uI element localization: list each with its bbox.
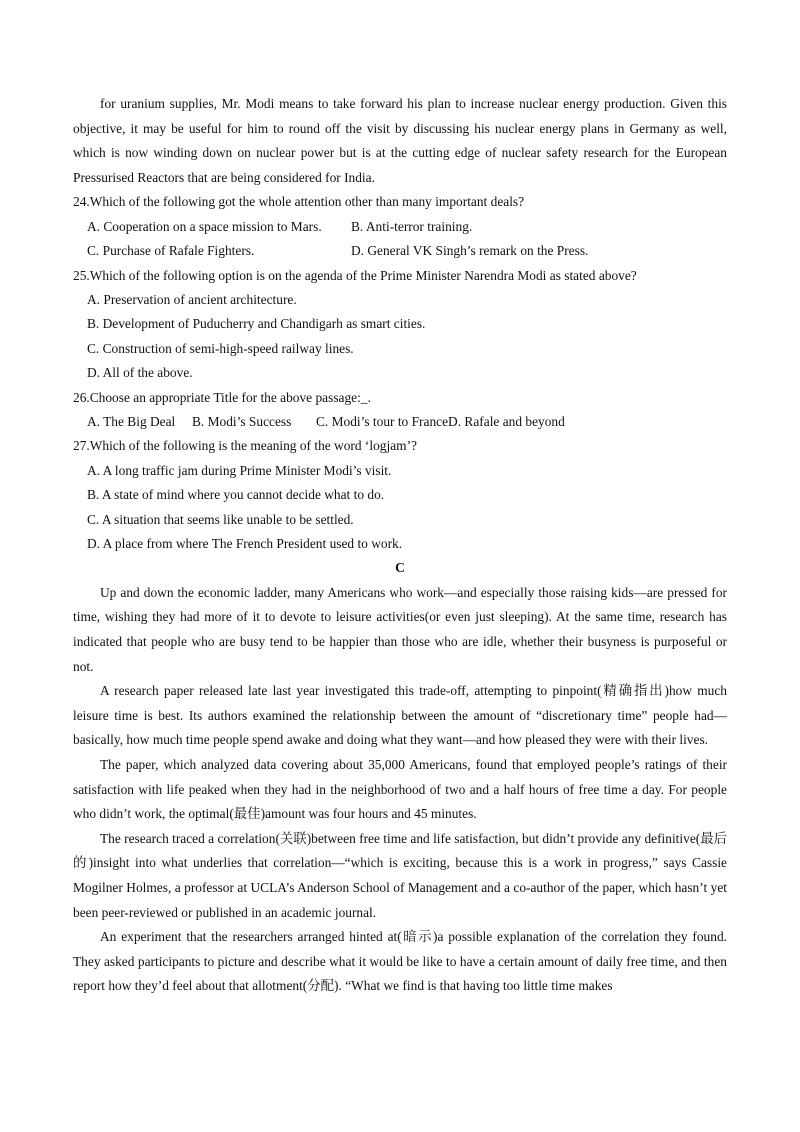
option-b: B. A state of mind where you cannot decide what to do.	[87, 487, 385, 503]
question-24	[73, 190, 727, 263]
question-stem: 27.Which of the following is the meaning of the word ‘logjam’?	[73, 438, 417, 454]
option-a: A. The Big Deal	[87, 414, 176, 430]
option-b: B. Development of Puducherry and Chandigarh as smart cities.	[87, 316, 426, 332]
passage-c-paragraph-3: The paper, which analyzed data covering about 35,000 Americans, found that employed people’s ratings of their satisfaction with life peaked when they had in the neighborhood of two and a half hours of free time a day. For people who didn’t work, the optimal(最佳)amount was four hours and 45 minutes.	[73, 757, 727, 822]
option-row	[73, 239, 727, 263]
option-c: C. Construction of semi-high-speed railway lines.	[87, 340, 354, 356]
passage-c-paragraph-1: Up and down the economic ladder, many Americans who work—and especially those raising kids—are pressed for time, wishing they had more of it to devote to leisure activities(or even just sleeping). At the same time, research has indicated that people who are busy tend to be happier than those who are idle, whether their busyness is purposeful or not.	[73, 584, 727, 674]
option-d: D. Rafale and beyond	[448, 414, 565, 430]
option-a: A. A long traffic jam during Prime Minister Modi’s visit.	[87, 462, 392, 478]
option-a: A. Preservation of ancient architecture.	[87, 292, 297, 307]
option-row	[73, 215, 727, 239]
document-page	[73, 92, 727, 999]
option-b: B. Anti-terror training.	[351, 218, 473, 234]
question-stem: 26.Choose an appropriate Title for the above passage:_.	[73, 389, 371, 405]
option-d: D. General VK Singh’s remark on the Press.	[351, 243, 589, 259]
passage-c-paragraph-5: An experiment that the researchers arranged hinted at(暗示)a possible explanation of the correlation they found. They asked participants to picture and describe what it would be like to have a certain amount of daily free time, and then report how they’d feel about that allotment(分配). “What we find is that having too little time makes	[73, 929, 727, 994]
question-stem: 24.Which of the following got the whole attention other than many important deals?	[73, 194, 525, 210]
question-26	[73, 386, 727, 435]
passage-b-continuation: for uranium supplies, Mr. Modi means to take forward his plan to increase nuclear energy production. Given this objective, it may be useful for him to round off the visit by discussing his nuclear energy plans in Germany as well, which is now winding down on nuclear power but is at the cutting edge of nuclear safety research for the European Pressurised Reactors that are being considered for India.	[73, 96, 727, 185]
option-b: B. Modi’s Success	[192, 414, 292, 430]
question-25	[73, 264, 727, 386]
question-27	[73, 434, 727, 556]
option-d: D. All of the above.	[87, 365, 193, 381]
passage-c-paragraph-2: A research paper released late last year investigated this trade-off, attempting to pinpoint(精确指出)how much leisure time is best. Its authors examined the relationship between the amount of “discretionary time” people had—basically, how much time people spend awake and doing what they want—and how pleased they were with their lives.	[73, 683, 727, 748]
option-c: C. Purchase of Rafale Fighters.	[87, 243, 255, 259]
passage-c-paragraph-4: The research traced a correlation(关联)between free time and life satisfaction, but didn’t provide any definitive(最后的)insight into what underlies that correlation—“which is exciting, because this is a work in progress,” says Cassie Mogilner Holmes, a professor at UCLA’s Anderson School of Management and a co-author of the paper, which hasn’t yet been peer-reviewed or published in an academic journal.	[73, 830, 727, 920]
section-heading: C	[395, 560, 405, 576]
option-a: A. Cooperation on a space mission to Mars.	[87, 218, 322, 234]
option-c: C. A situation that seems like unable to be settled.	[87, 511, 354, 527]
option-d: D. A place from where The French President used to work.	[87, 536, 403, 552]
option-c: C. Modi’s tour to France	[316, 414, 449, 430]
question-stem: 25.Which of the following option is on the agenda of the Prime Minister Narendra Modi as stated above?	[73, 267, 637, 283]
option-row	[73, 410, 727, 434]
